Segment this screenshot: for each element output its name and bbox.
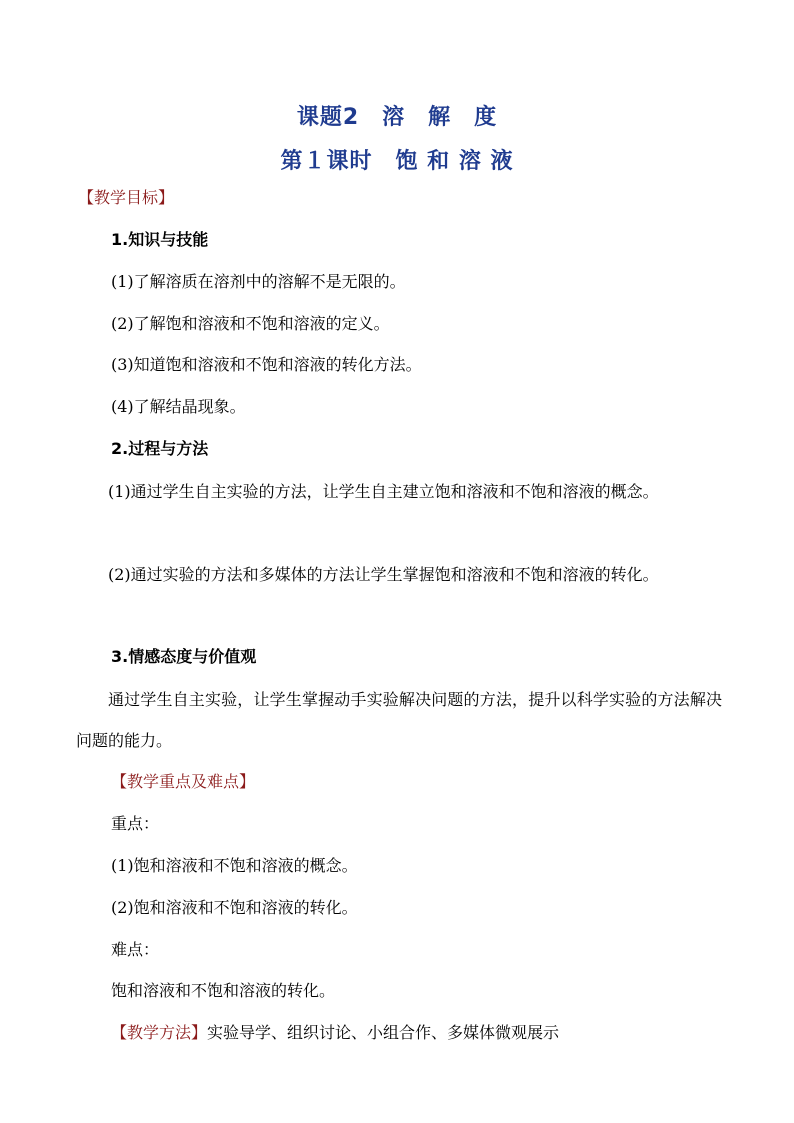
difficult-text: 饱和溶液和不饱和溶液的转化。 (111, 981, 336, 1000)
methods-line (111, 1022, 559, 1044)
emotion-heading: 3.情感态度与价值观 (111, 647, 257, 666)
knowledge-item-3: (3)知道饱和溶液和不饱和溶液的转化方法。 (111, 355, 422, 374)
knowledge-heading: 1.知识与技能 (111, 230, 209, 249)
difficult-label: 难点： (111, 940, 160, 959)
objectives-header: 【教学目标】 (78, 188, 175, 207)
emotion-text: 通过学生自主实验，让学生掌握动手实验解决问题的方法，提升以科学实验的方法解决问题的能力。 (76, 690, 722, 750)
key-label: 重点： (111, 814, 160, 833)
knowledge-item-1: (1)了解溶质在溶剂中的溶解不是无限的。 (111, 272, 406, 291)
key-item-2: (2)饱和溶液和不饱和溶液的转化。 (111, 898, 358, 917)
process-item-1: (1)通过学生自主实验的方法，让学生自主建立饱和溶液和不饱和溶液的概念。 (108, 482, 659, 501)
lesson-title: 课题2 溶 解 度 (296, 105, 498, 130)
methods-text: 实验导学、组织讨论、小组合作、多媒体微观展示 (207, 1023, 560, 1042)
process-item-2: (2)通过实验的方法和多媒体的方法让学生掌握饱和溶液和不饱和溶液的转化。 (108, 565, 659, 584)
process-heading: 2.过程与方法 (111, 439, 209, 458)
key-points-header: 【教学重点及难点】 (111, 772, 256, 791)
knowledge-item-2: (2)了解饱和溶液和不饱和溶液的定义。 (111, 314, 390, 333)
methods-header: 【教学方法】 (111, 1023, 208, 1042)
knowledge-item-4: (4)了解结晶现象。 (111, 397, 246, 416)
key-item-1: (1)饱和溶液和不饱和溶液的概念。 (111, 856, 358, 875)
lesson-subtitle: 第１课时 饱 和 溶 液 (280, 149, 514, 174)
